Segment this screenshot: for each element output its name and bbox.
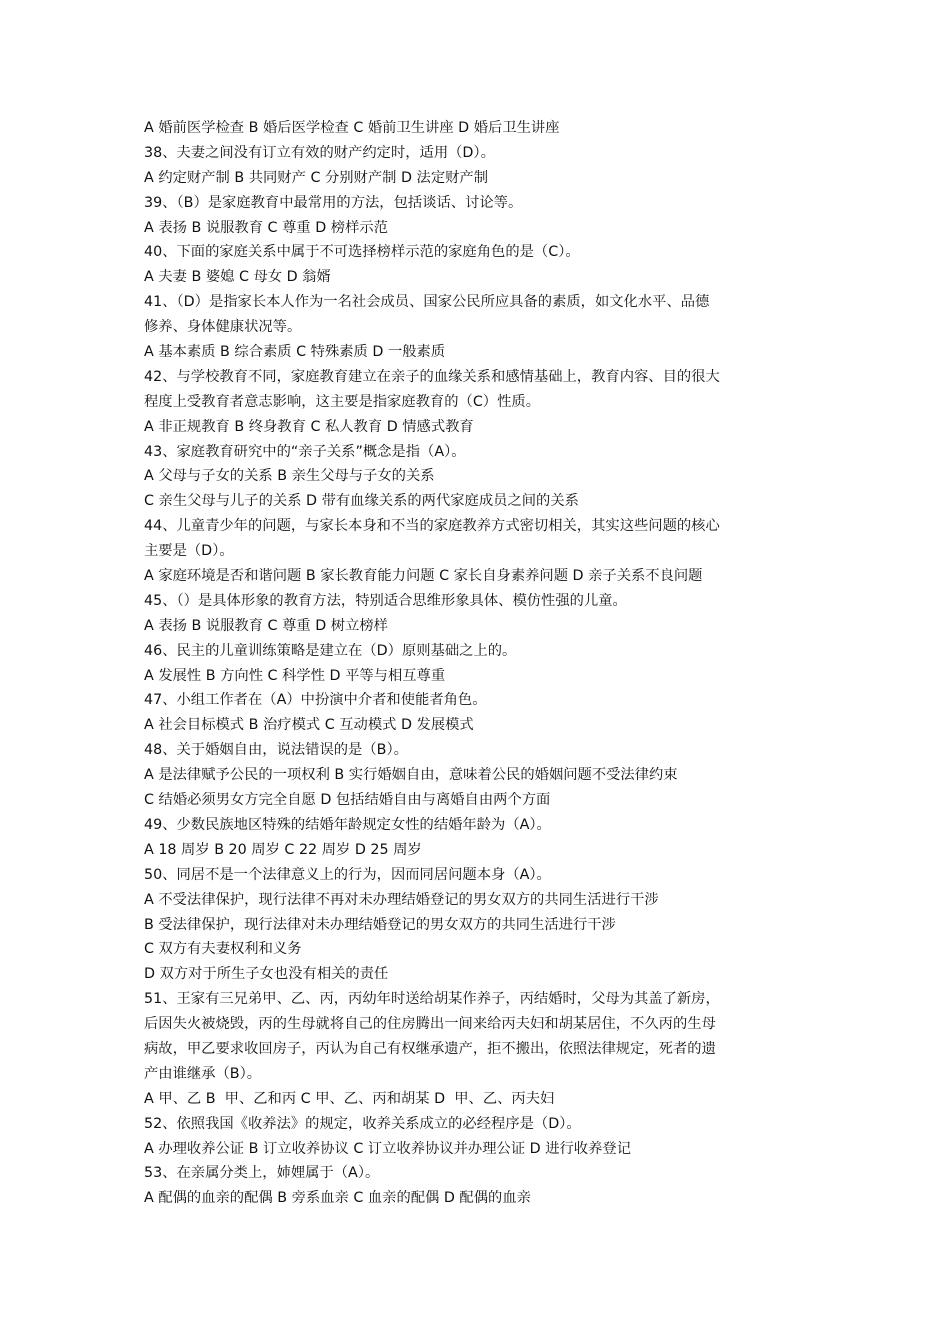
options-41: A 基本素质 B 综合素质 C 特殊素质 D 一般素质 [144,344,446,361]
question-41: 41、（D）是指家长本人作为一名社会成员、国家公民所应具备的素质，如文化水平、品德 [144,294,710,311]
options-43-c: C 亲生父母与儿子的关系 D 带有血缘关系的两代家庭成员之间的关系 [144,493,579,510]
question-44: 44、儿童青少年的问题，与家长本身和不当的家庭教养方式密切相关，其实这些问题的核心 [144,518,720,535]
options-46: A 发展性 B 方向性 C 科学性 D 平等与相互尊重 [144,667,446,684]
options-45: A 表扬 B 说服教育 C 尊重 D 树立榜样 [144,617,388,634]
question-39: 39、（B）是家庭教育中最常用的方法，包括谈话、讨论等。 [144,194,523,211]
question-51: 51、王家有三兄弟甲、乙、丙，丙幼年时送给胡某作养子，丙结婚时，父母为其盖了新房， [144,991,720,1008]
question-46: 46、民主的儿童训练策略是建立在（D）原则基础之上的。 [144,642,517,659]
options-52: A 办理收养公证 B 订立收养协议 C 订立收养协议并办理公证 D 进行收养登记 [144,1140,631,1157]
question-42-cont: 程度上受教育者意志影响，这主要是指家庭教育的（C）性质。 [144,393,540,410]
question-51-cont-1: 后因失火被烧毁，丙的生母就将自己的住房腾出一间来给丙夫妇和胡某居住，不久丙的生母 [144,1016,716,1033]
options-48-c: C 结婚必须男女方完全自愿 D 包括结婚自由与离婚自由两个方面 [144,792,551,809]
options-42: A 非正规教育 B 终身教育 C 私人教育 D 情感式教育 [144,418,474,435]
options-39: A 表扬 B 说服教育 C 尊重 D 榜样示范 [144,219,388,236]
options-38: A 约定财产制 B 共同财产 C 分别财产制 D 法定财产制 [144,169,489,186]
text-line: A 婚前医学检查 B 婚后医学检查 C 婚前卫生讲座 D 婚后卫生讲座 [144,120,560,136]
options-47: A 社会目标模式 B 治疗模式 C 互动模式 D 发展模式 [144,717,474,734]
question-53: 53、在亲属分类上，姉娌属于（A）。 [144,1165,380,1182]
question-44-cont: 主要是（D）。 [144,543,234,560]
question-42: 42、与学校教育不同，家庭教育建立在亲子的血缘关系和感情基础上，教育内容、目的很大 [144,368,720,385]
options-50-d: D 双方对于所生子女也没有相关的责任 [144,966,389,983]
question-52: 52、依照我国《收养法》的规定，收养关系成立的必经程序是（D）。 [144,1115,581,1132]
document-page [144,116,814,1211]
options-51: A 甲、乙 B 甲、乙和丙 C 甲、乙、丙和胡某 D 甲、乙、丙夫妇 [144,1090,555,1107]
question-51-cont-3: 产由谁继承（B）。 [144,1065,262,1082]
question-47: 47、小组工作者在（A）中扮演中介者和使能者角色。 [144,692,487,709]
question-49: 49、少数民族地区特殊的结婚年龄规定女性的结婚年龄为（A）。 [144,816,551,833]
question-45: 45、（）是具体形象的教育方法，特别适合思维形象具体、模仿性强的儿童。 [144,592,627,609]
question-40: 40、下面的家庭关系中属于不可选择榜样示范的家庭角色的是（C）。 [144,244,580,261]
options-40: A 夫妻 B 婆媳 C 母女 D 翁婿 [144,269,331,286]
options-53: A 配偶的血亲的配偶 B 旁系血亲 C 血亲的配偶 D 配偶的血亲 [144,1190,531,1207]
options-43-a: A 父母与子女的关系 B 亲生父母与子女的关系 [144,468,435,485]
question-41-cont: 修养、身体健康状况等。 [144,319,302,336]
question-48: 48、关于婚姻自由，说法错误的是（B）。 [144,742,408,759]
options-50-c: C 双方有夫妻权利和义务 [144,941,302,958]
options-44: A 家庭环境是否和谐问题 B 家长教育能力问题 C 家长自身素养问题 D 亲子关系不良问题 [144,568,703,585]
question-50: 50、同居不是一个法律意义上的行为，因而同居问题本身（A）。 [144,866,551,883]
options-48-a: A 是法律赋予公民的一项权利 B 实行婚姻自由，意味着公民的婚姻问题不受法律约束 [144,767,678,784]
options-50-a: A 不受法律保护，现行法律不再对未办理结婚登记的男女双方的共同生活进行干涉 [144,891,659,908]
question-51-cont-2: 病故，甲乙要求收回房子，丙认为自己有权继承遗产，拒不搬出，依照法律规定，死者的遗 [144,1040,716,1057]
question-43: 43、家庭教育研究中的“亲子关系”概念是指（A）。 [144,443,466,460]
question-38: 38、夫妻之间没有订立有效的财产约定时，适用（D）。 [144,144,495,161]
options-49: A 18 周岁 B 20 周岁 C 22 周岁 D 25 周岁 [144,841,422,858]
options-50-b: B 受法律保护，现行法律对未办理结婚登记的男女双方的共同生活进行干涉 [144,916,616,933]
